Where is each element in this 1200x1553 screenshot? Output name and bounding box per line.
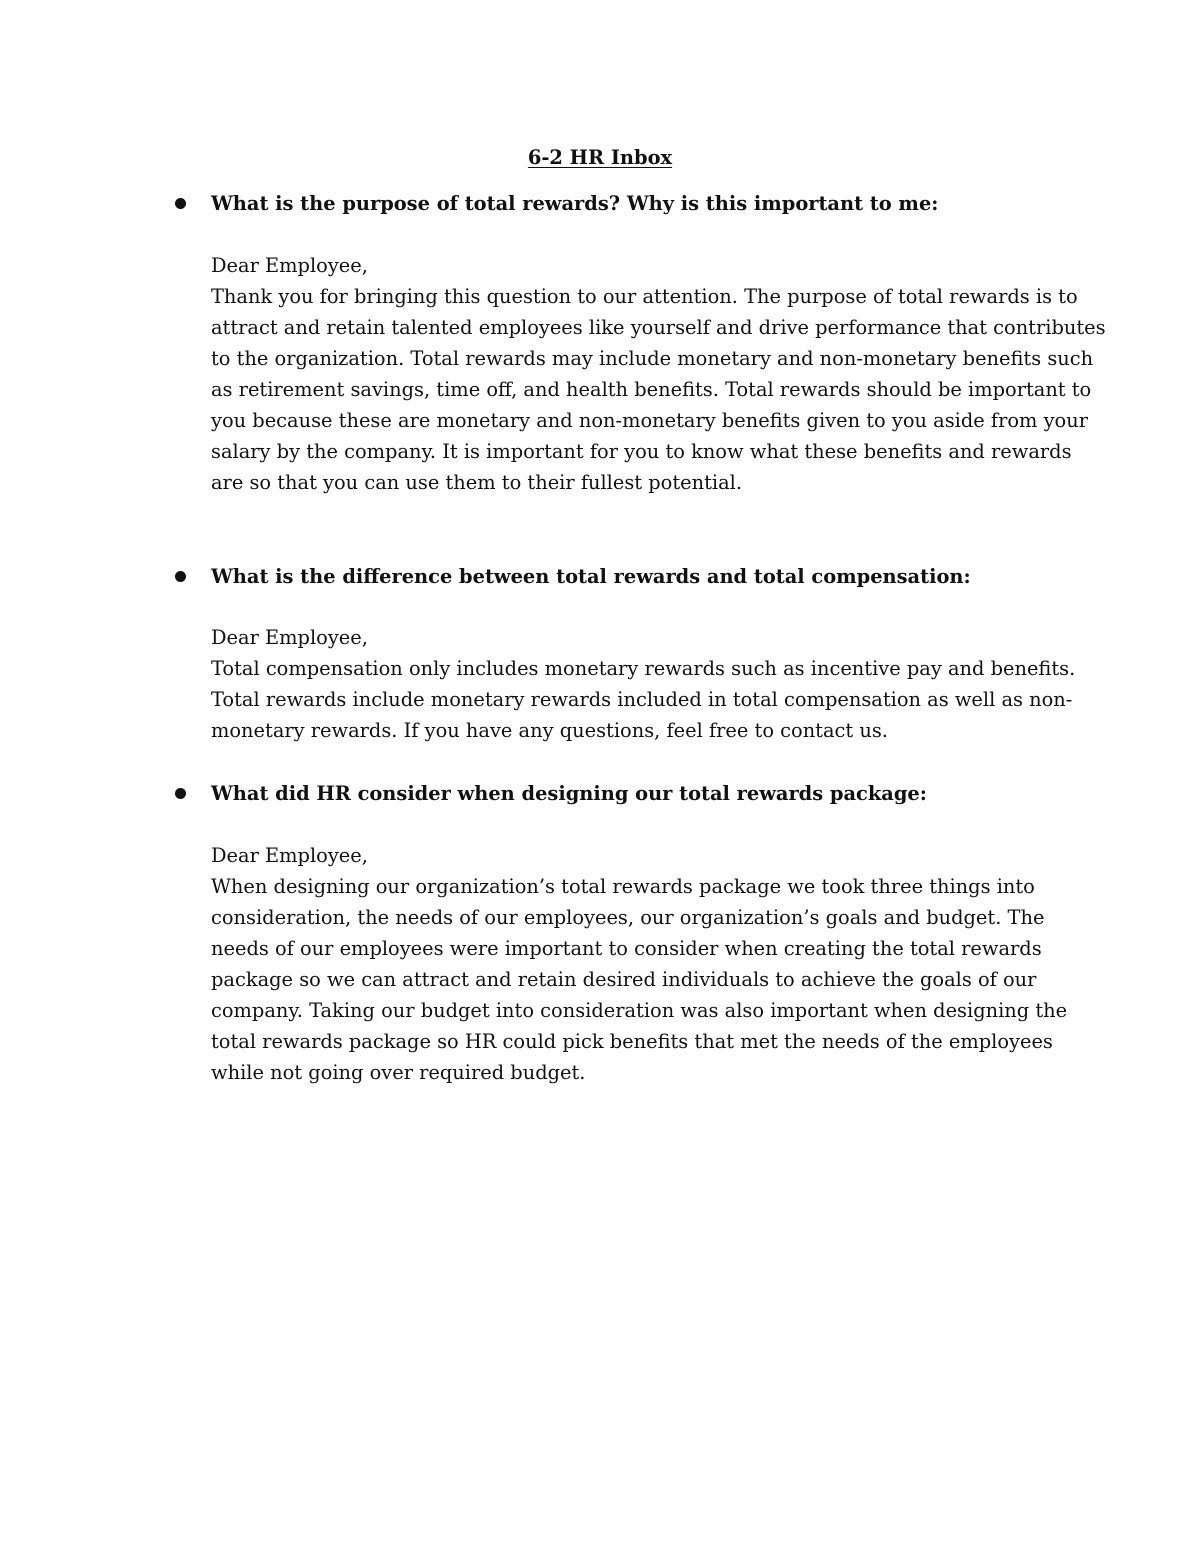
paragraph-line: are so that you can use them to their fullest potential. [211, 471, 743, 494]
bullet-icon [175, 788, 186, 799]
paragraph-line: company. Taking our budget into consideration was also important when designing the [211, 999, 1068, 1022]
greeting-text: Dear Employee, [211, 254, 368, 277]
paragraph-line: needs of our employees were important to consider when creating the total rewards [211, 937, 1042, 960]
answer-paragraph [211, 281, 1111, 498]
bullet-icon [175, 571, 186, 582]
paragraph-line: consideration, the needs of our employees, our organization’s goals and budget. The [211, 906, 1045, 929]
bullet-icon [175, 198, 186, 209]
question-heading: What is the difference between total rewards and total compensation: [211, 565, 971, 588]
paragraph-line: while not going over required budget. [211, 1061, 586, 1084]
question-heading: What is the purpose of total rewards? Why is this important to me: [211, 192, 939, 215]
paragraph-line: Total compensation only includes monetary rewards such as incentive pay and benefits. [211, 657, 1076, 680]
document-title: 6-2 HR Inbox [527, 146, 673, 169]
answer-paragraph [211, 871, 1111, 1088]
paragraph-line: When designing our organization’s total rewards package we took three things into [211, 875, 1035, 898]
question-heading: What did HR consider when designing our total rewards package: [211, 782, 927, 805]
paragraph-line: salary by the company. It is important for you to know what these benefits and rewards [211, 440, 1072, 463]
paragraph-line: to the organization. Total rewards may include monetary and non-monetary benefits such [211, 347, 1094, 370]
paragraph-line: monetary rewards. If you have any questions, feel free to contact us. [211, 719, 888, 742]
paragraph-line: you because these are monetary and non-monetary benefits given to you aside from your [211, 409, 1088, 432]
paragraph-line: Thank you for bringing this question to our attention. The purpose of total rewards is to [211, 285, 1078, 308]
paragraph-line: package so we can attract and retain desired individuals to achieve the goals of our [211, 968, 1037, 991]
greeting-text: Dear Employee, [211, 626, 368, 649]
paragraph-line: attract and retain talented employees like yourself and drive performance that contributes [211, 316, 1106, 339]
paragraph-line: as retirement savings, time off, and health benefits. Total rewards should be important to [211, 378, 1092, 401]
paragraph-line: total rewards package so HR could pick benefits that met the needs of the employees [211, 1030, 1053, 1053]
paragraph-line: Total rewards include monetary rewards included in total compensation as well as non- [211, 688, 1073, 711]
answer-paragraph [211, 653, 1111, 746]
greeting-text: Dear Employee, [211, 844, 368, 867]
